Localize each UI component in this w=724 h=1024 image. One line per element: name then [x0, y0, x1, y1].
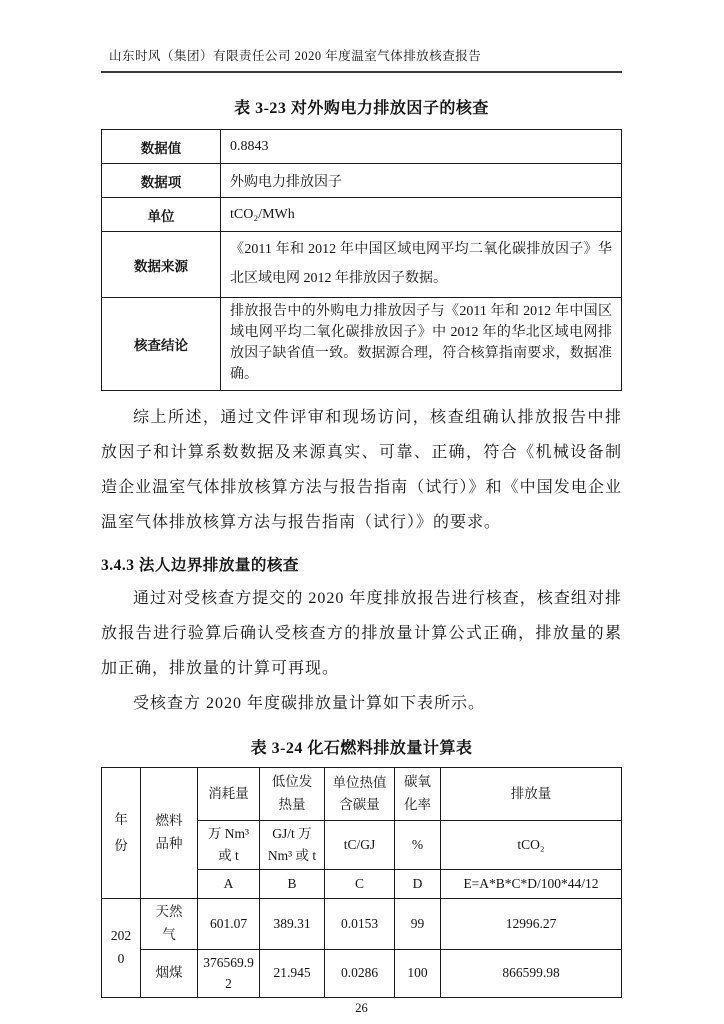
- t24-header-carbon-content: 单位热值含碳量: [325, 767, 395, 820]
- t24-fuel-cell: [141, 898, 198, 949]
- t24-header-consumption: 消耗量: [198, 767, 260, 820]
- summary-paragraph: 综上所述，通过文件评审和现场访问，核查组确认排放报告中排放因子和计算系数数据及来源真实、可靠、正确，符合《机械设备制造企业温室气体排放核算方法与报告指南（试行）》和《中国发电企业温室气体排放核算方法与报告指南（试行）》的要求。: [101, 408, 622, 531]
- t24-oxidation-cell: 99: [395, 898, 441, 949]
- t24-code-b: B: [260, 869, 325, 898]
- t24-header-year-label: 年份: [114, 812, 128, 853]
- t23-row-label: 单位: [102, 198, 221, 232]
- table24-title: 表 3-24 化石燃料排放量计算表: [250, 739, 473, 757]
- t23-row-label: 数据来源: [102, 232, 221, 298]
- table23-title: 表 3-23 对外购电力排放因子的核查: [234, 100, 489, 117]
- t24-header-oxidation-label: 碳氧化率: [404, 773, 431, 812]
- t24-code-c: C: [325, 869, 395, 898]
- t24-consumption-cell: 376569.92: [198, 949, 260, 997]
- table-row: [102, 298, 622, 390]
- page-number: 26: [355, 1000, 368, 1015]
- t23-row-value: 排放报告中的外购电力排放因子与《2011 年和 2012 年中国区域电网平均二氧化碳排放因子》中 2012 年的华北区域电网排放因子缺省值一致。数据源合理，符合核算指南要求，数据准确。: [221, 298, 622, 390]
- t24-year-value: 2020: [110, 927, 132, 966]
- t23-row-value: 0.8843: [221, 130, 622, 164]
- t24-ncv-cell: 389.31: [260, 898, 325, 949]
- t24-oxidation-cell: 100: [395, 949, 441, 997]
- t24-fuel-name: 天然气: [155, 903, 183, 942]
- t23-row-value: 外购电力排放因子: [221, 164, 622, 198]
- table-row: [102, 130, 622, 164]
- t24-carbon-content-cell: 0.0286: [325, 949, 395, 997]
- t23-row-value: 《2011 年和 2012 年中国区域电网平均二氧化碳排放因子》华北区域电网 2012 年排放因子数据。: [221, 232, 622, 298]
- t24-ncv-cell: 21.945: [260, 949, 325, 997]
- t24-header-fuel-label: 燃料品种: [155, 812, 183, 851]
- t24-unit-oxidation: %: [395, 820, 441, 869]
- table-row: [102, 164, 622, 198]
- t23-row-label: 数据值: [102, 130, 221, 164]
- t24-code-d: D: [395, 869, 441, 898]
- table-row: [102, 898, 622, 949]
- t24-header-emission: 排放量: [441, 767, 622, 820]
- body-paragraph-2: 受核查方 2020 年度碳排放量计算如下表所示。: [133, 694, 486, 712]
- t24-emission-cell: 866599.98: [441, 949, 622, 997]
- t23-row-label: 核查结论: [102, 298, 221, 390]
- t24-header-year: [102, 767, 141, 898]
- section-heading-343: 3.4.3 法人边界排放量的核查: [101, 556, 299, 574]
- t24-header-ncv: [260, 767, 325, 820]
- t23-row-label: 数据项: [102, 164, 221, 198]
- t24-consumption-cell: 601.07: [198, 898, 260, 949]
- t23-row-value: tCO₂/MWh: [221, 198, 622, 232]
- t24-unit-carbon-content: tC/GJ: [325, 820, 395, 869]
- t24-header-oxidation: [395, 767, 441, 820]
- table-row: [102, 232, 622, 298]
- t24-header-ncv-label: 低位发热量: [271, 773, 313, 812]
- t24-unit-consumption: 万 Nm³ 或 t: [198, 820, 260, 869]
- t24-header-fuel: [141, 767, 198, 898]
- body-paragraph-1: 通过对受核查方提交的 2020 年度排放报告进行核查，核查组对排放报告进行验算后确认受核查方的排放量计算公式正确，排放量的累加正确，排放量的计算可再现。: [101, 589, 622, 677]
- t24-code-a: A: [198, 869, 260, 898]
- page-header: [101, 46, 622, 73]
- t24-carbon-content-cell: 0.0153: [325, 898, 395, 949]
- table23: [101, 129, 622, 391]
- table-header-row: [102, 767, 622, 820]
- table-row: [102, 198, 622, 232]
- t24-code-e: E=A*B*C*D/100*44/12: [441, 869, 622, 898]
- t24-emission-cell: 12996.27: [441, 898, 622, 949]
- table24: [101, 767, 622, 998]
- page-content: [101, 0, 622, 1016]
- t24-year-cell: [102, 898, 141, 997]
- table-row: [102, 949, 622, 997]
- t24-unit-emission: tCO₂: [441, 820, 622, 869]
- t24-fuel-cell: 烟煤: [141, 949, 198, 997]
- t24-unit-ncv: GJ/t 万 Nm³ 或 t: [260, 820, 325, 869]
- header-title: 山东时风（集团）有限责任公司 2020 年度温室气体排放核查报告: [109, 49, 482, 63]
